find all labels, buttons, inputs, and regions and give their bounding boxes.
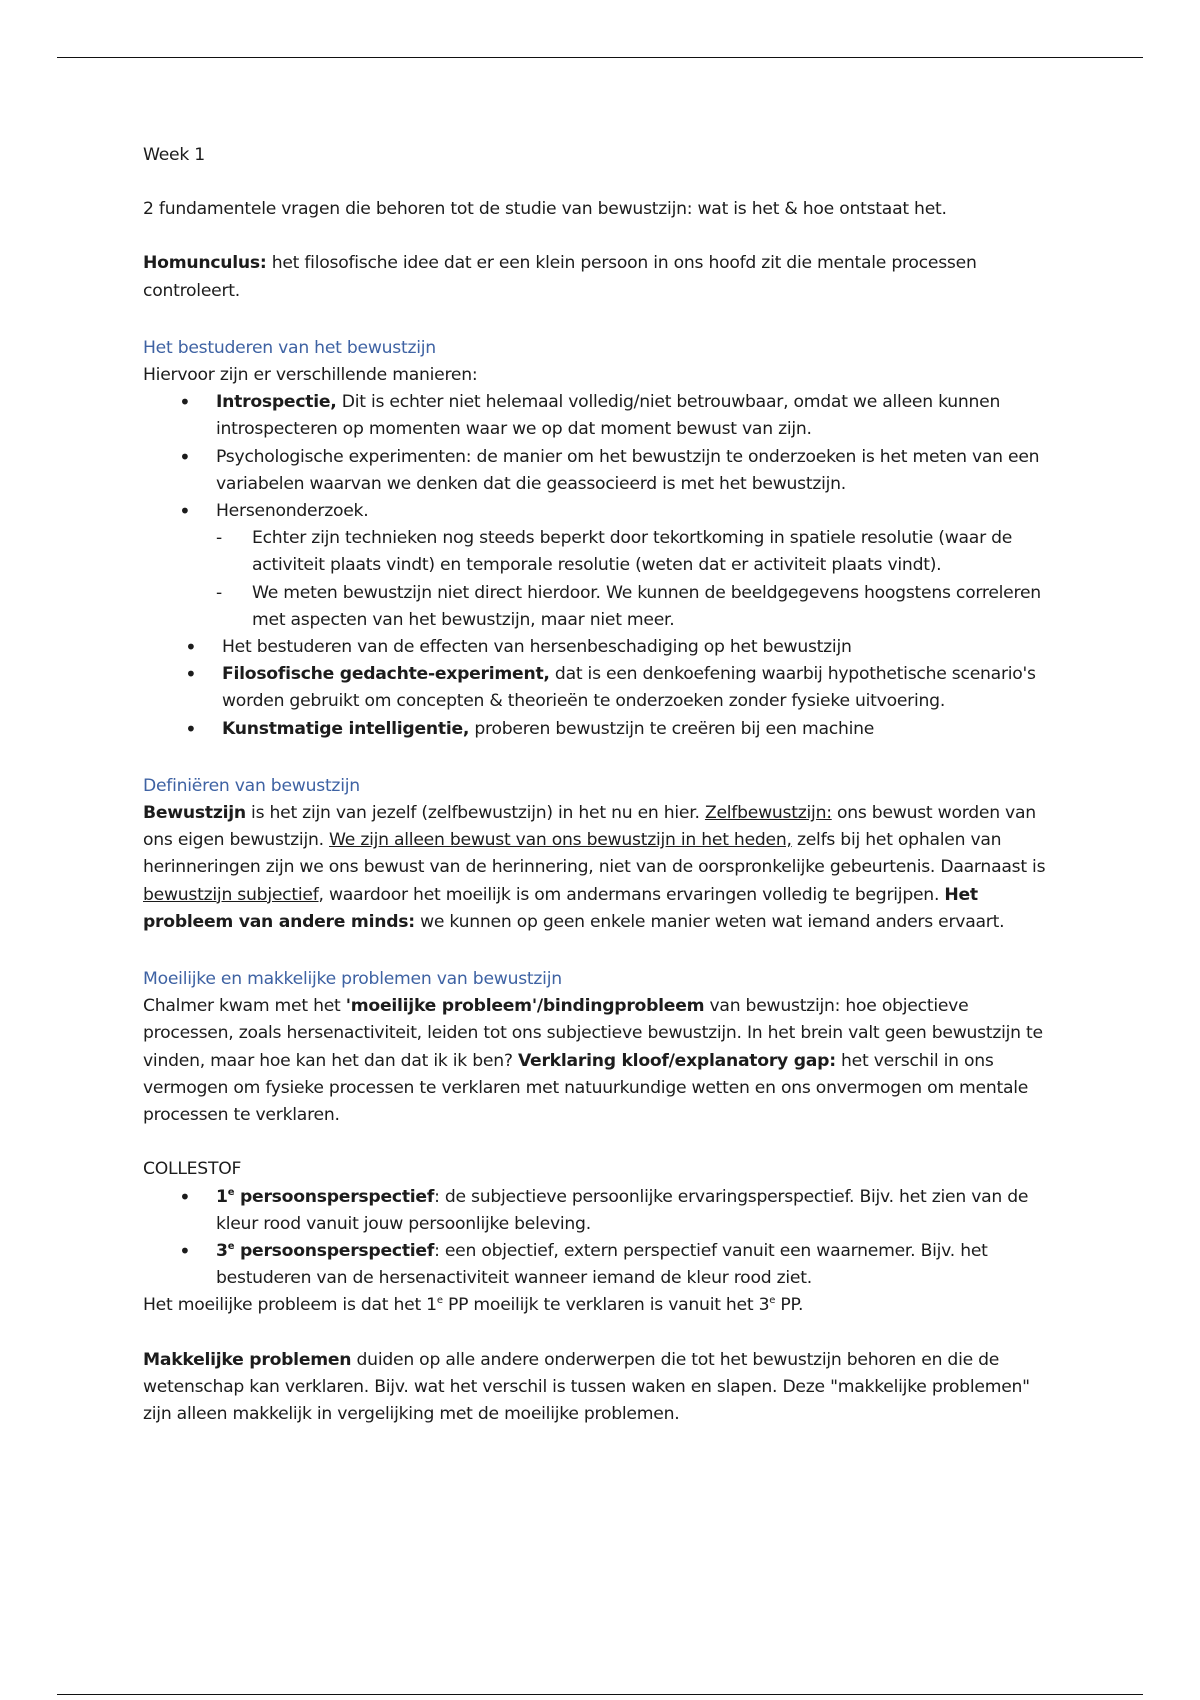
- zelfbewustzijn-term: Zelfbewustzijn:: [704, 803, 832, 824]
- methods-list: [143, 389, 1063, 743]
- summary-a: Het moeilijke probleem is dat het 1: [143, 1295, 437, 1316]
- technieken-text: Echter zijn technieken nog steeds beperkt door tekortkoming in spatiele resolutie (waar de activiteit plaats vindt) en temporale resolutie (weten dat er activiteit plaats vindt).: [252, 528, 1013, 576]
- homunculus-text: het filosofische idee dat er een klein persoon in ons hoofd zit die mentale processen controleert.: [143, 253, 977, 301]
- bewustzijn-term: Bewustzijn: [143, 803, 246, 824]
- list-item-3e-perspectief: [143, 1238, 1063, 1292]
- summary-sup1: e: [436, 1295, 443, 1307]
- list-item-hersenbeschadiging: [143, 634, 1063, 661]
- homunculus-paragraph: [143, 250, 1063, 304]
- document-body: [143, 142, 1063, 1428]
- third-person-num: 3: [216, 1240, 228, 1261]
- third-person-sup: e: [227, 1240, 235, 1252]
- def-text-1: is het zijn van jezelf (zelfbewustzijn) in het nu en hier.: [245, 803, 705, 824]
- explanatory-gap-term: Verklaring kloof/explanatory gap:: [517, 1050, 836, 1071]
- makkelijke-problemen-text: duiden op alle andere onderwerpen die tot het bewustzijn behoren en die de wetenschap kan verklaren. Bijv. wat het verschil is tussen waken en slapen. Deze "makkelijke problemen" zijn alleen makkelijk in vergelijking met de moeilijke problemen.: [143, 1349, 1030, 1424]
- section-heading-problemen: Moeilijke en makkelijke problemen van bewustzijn: [143, 969, 562, 990]
- summary-c: PP.: [775, 1295, 804, 1316]
- gedachte-experiment-term: Filosofische gedachte-experiment,: [222, 664, 550, 685]
- meten-text: We meten bewustzijn niet direct hierdoor. We kunnen de beeldgegevens hoogstens correleren met aspecten van het bewustzijn, maar niet meer.: [252, 582, 1041, 630]
- third-person-word: persoonsperspectief: [234, 1240, 435, 1261]
- list-item-introspectie: [143, 389, 1063, 443]
- moeilijke-probleem-summary: [143, 1292, 1063, 1319]
- summary-b: PP moeilijk te verklaren is vanuit het 3: [442, 1295, 770, 1316]
- first-person-num: 1: [216, 1186, 228, 1207]
- makkelijke-problemen-term: Makkelijke problemen: [143, 1349, 352, 1370]
- subjectief-underline: bewustzijn subjectief: [143, 884, 319, 905]
- def-text-4: , waardoor het moeilijk is om andermans ervaringen volledig te begrijpen.: [318, 884, 945, 905]
- first-person-text: : de subjectieve persoonlijke ervaringsperspectief. Bijv. het zien van de kleur rood vanuit jouw persoonlijke beleving.: [216, 1186, 1029, 1234]
- prob-text-2: van bewustzijn: hoe objectieve processen, zoals hersenactiviteit, leiden tot ons subjectieve bewustzijn. In het brein valt geen bewustzijn te vinden, maar hoe kan het dan dat ik ik ben?: [143, 996, 1043, 1071]
- problemen-paragraph: [143, 993, 1063, 1129]
- intro-paragraph: 2 fundamentele vragen die behoren tot de studie van bewustzijn: wat is het & hoe ontstaat het.: [143, 199, 947, 220]
- experimenten-text: Psychologische experimenten: de manier om het bewustzijn te onderzoeken is het meten van een variabelen waarvan we denken dat die geassocieerd is met het bewustzijn.: [216, 446, 1040, 494]
- list-item-hersenonderzoek: [143, 498, 1063, 525]
- list-item-1e-perspectief: [143, 1184, 1063, 1238]
- footer-rule: [57, 1694, 1143, 1695]
- ki-term: Kunstmatige intelligentie,: [222, 718, 470, 739]
- ki-text: proberen bewustzijn te creëren bij een machine: [469, 718, 875, 739]
- sub-item-meten: [143, 580, 1063, 634]
- def-text-5: we kunnen op geen enkele manier weten wat iemand anders ervaart.: [414, 911, 1005, 932]
- hersenonderzoek-text: Hersenonderzoek.: [216, 501, 369, 522]
- list-item-experimenten: [143, 444, 1063, 498]
- first-person-term: [216, 1187, 434, 1207]
- makkelijke-problemen-paragraph: [143, 1347, 1063, 1429]
- third-person-text: : een objectief, extern perspectief vanuit een waarnemer. Bijv. het bestuderen van de hersenactiviteit wanneer iemand de kleur rood ziet.: [216, 1240, 988, 1289]
- definitie-paragraph: [143, 800, 1063, 936]
- def-text-3: zelfs bij het ophalen van herinneringen zijn we ons bewust van de herinnering, niet van de oorspronkelijke gebeurtenis. Daarnaast is: [143, 830, 1046, 878]
- sub-item-technieken: [143, 525, 1063, 579]
- list-item-gedachte-experiment: [143, 661, 1063, 715]
- moeilijke-probleem-term: 'moeilijke probleem'/bindingprobleem: [345, 996, 705, 1017]
- first-person-word: persoonsperspectief: [234, 1186, 435, 1207]
- heden-underline: We zijn alleen bewust van ons bewustzijn in het heden,: [329, 830, 792, 851]
- introspectie-term: Introspectie,: [216, 392, 337, 413]
- introspectie-text: Dit is echter niet helemaal volledig/niet betrouwbaar, omdat we alleen kunnen introspecteren op momenten waar we op dat moment bewust van zijn.: [216, 392, 1001, 440]
- andere-minds-term: Het probleem van andere minds:: [143, 884, 978, 932]
- collestof-label: COLLESTOF: [143, 1159, 242, 1180]
- first-person-sup: e: [227, 1186, 235, 1198]
- homunculus-term: Homunculus:: [143, 253, 267, 274]
- third-person-term: [216, 1241, 434, 1261]
- hersenbeschadiging-text: Het bestuderen van de effecten van hersenbeschadiging op het bewustzijn: [222, 637, 852, 658]
- list-item-ki: [143, 716, 1063, 743]
- section-heading-bestuderen: Het bestuderen van het bewustzijn: [143, 337, 436, 358]
- week-label: Week 1: [143, 145, 205, 165]
- def-text-2: ons bewust worden van ons eigen bewustzijn.: [143, 803, 1036, 851]
- perspectief-list: [143, 1184, 1063, 1293]
- header-rule: [57, 57, 1143, 58]
- section1-lead: Hiervoor zijn er verschillende manieren:: [143, 365, 478, 386]
- section-heading-definieren: Definiëren van bewustzijn: [143, 775, 360, 796]
- summary-sup2: e: [769, 1295, 776, 1307]
- prob-text-3: het verschil in ons vermogen om fysieke processen te verklaren met natuurkundige wetten en ons onvermogen om mentale processen te verklaren.: [143, 1050, 1029, 1126]
- prob-text-1: Chalmer kwam met het: [143, 996, 346, 1017]
- gedachte-experiment-text: dat is een denkoefening waarbij hypothetische scenario's worden gebruikt om concepten & theorieën te onderzoeken zonder fysieke uitvoering.: [222, 664, 1036, 712]
